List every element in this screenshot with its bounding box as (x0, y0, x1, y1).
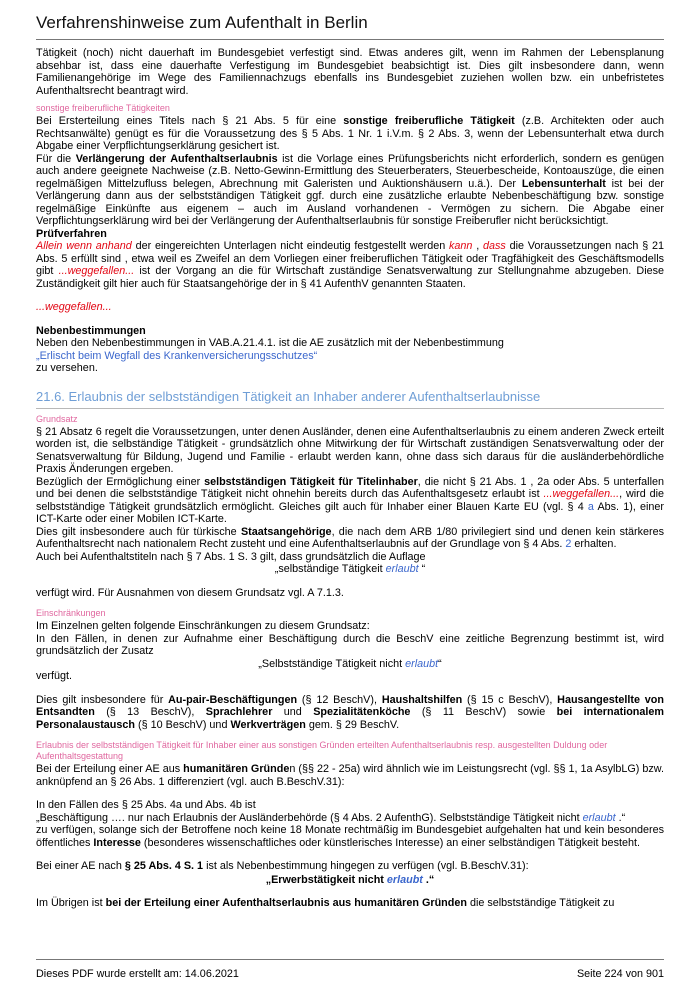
text-run: „Erwerbstätigkeit nicht (265, 873, 387, 886)
text-run: (§ 10 BeschV) und (135, 718, 231, 731)
quote-line (36, 812, 664, 825)
page-footer (36, 959, 664, 981)
text-run: Hausangestellte von Entsandten (36, 693, 664, 718)
text-run: die Voraussetzungen nach § 21 Abs. 5 erfüllt sind , etwa weil es Zweifel an dem Vorliegen einer freiberuflichen Tätigkeit oder Tragfähigkeit des Geschäftsmodells gibt (36, 240, 665, 277)
text-run: Staatsangehörige (240, 525, 332, 538)
footer-created-date: Dieses PDF wurde erstellt am: 14.06.2021 (36, 967, 239, 980)
text-run: Dies gilt insbesondere für (36, 693, 169, 706)
text-run: ...weggefallen... (58, 265, 135, 277)
text-run: bei internationalem Personalaustausch (36, 706, 665, 731)
paragraph (36, 476, 664, 526)
text-run: bei der Erteilung einer Aufenthaltserlaubnis aus humanitären Gründen (105, 897, 467, 909)
text-run: Werkverträgen (230, 718, 306, 731)
text-run: , (472, 240, 484, 252)
paragraph (36, 694, 664, 732)
text-run: Interesse (93, 836, 141, 849)
paragraph: verfügt wird. Für Ausnahmen von diesem Grundsatz vgl. A 7.1.3. (36, 586, 344, 599)
section-divider (36, 408, 664, 409)
paragraph: Auch bei Aufenthaltstiteln nach § 7 Abs. 1 S. 3 gilt, dass grundsätzlich die Auflage (36, 550, 426, 563)
paragraph (36, 153, 664, 228)
paragraph (36, 240, 664, 290)
subheading-erlaubnis-sonstige-gruende: Erlaubnis der selbstständigen Tätigkeit für Inhaber einer aus sonstigen Gründen erteilten Aufenthaltserlaubnis resp. ausgestellten Duldung oder Aufenthaltsgestattung (36, 740, 608, 761)
quote-line-centered (36, 563, 664, 576)
quote-line-centered (36, 874, 664, 887)
title-divider (36, 39, 664, 40)
text-run: Allein wenn anhand (36, 240, 132, 252)
text-run: Spezialitätenköche (313, 706, 411, 718)
paragraph: § 21 Absatz 6 regelt die Voraussetzungen, unter denen Ausländer, denen eine Aufenthaltserlaubnis zu einem anderen Zweck erteilt worden ist, die selbständige Tätigkeit - grundsätzlich ohne Mitwirkung der für Wirtschaft zuständigen Senatsverwaltung oder der Senatsverwaltung für Bildung, Jugend und Familie - erlaubt werden kann, ohne dass sich daraus für die ausländerbehördliche Praxis Änderungen ergeben. (36, 425, 664, 475)
paragraph: In den Fällen des § 25 Abs. 4a und Abs. 4b ist (36, 799, 256, 811)
text-run: Lebensunterhalt (521, 177, 606, 190)
text-run: Dies gilt insbesondere auch für türkische (36, 525, 241, 538)
page-title: Verfahrenshinweise zum Aufenthalt in Berlin (36, 13, 368, 32)
footer-page-number: Seite 224 von 901 (576, 967, 664, 980)
text-run: gem. § 29 BeschV. (305, 718, 400, 731)
paragraph: Neben den Nebenbestimmungen in VAB.A.21.4.1. ist die AE zusätzlich mit der Nebenbestimmung (36, 337, 504, 349)
paragraph: Im Einzelnen gelten folgende Einschränkungen zu diesem Grundsatz: (36, 620, 370, 632)
text-run: n (§§ 22 - 25a) wird ähnlich wie im Leistungsrecht (vgl. §§ 1, 1a AsylbLG) bzw. anknüpfend an § 26 Abs. 1 differenziert (vgl. auch B.BeschV.31): (36, 763, 664, 788)
paragraph-intro: Tätigkeit (noch) nicht dauerhaft im Bundesgebiet verfestigt sind. Etwas anderes gilt, wenn im Rahmen der Lebensplanung absehbar ist, dass eine dauerhafte Verfestigung im Bundesgebiet beabsichtigt ist. Dies gilt insbesondere dann, wenn Familienangehörige im Wege des Familiennachzugs ebenfalls ins Bundesgebiet zuziehen wollen bzw. ein unbefristetes Aufenthaltsrecht beantragt wird. (36, 47, 664, 97)
text-run: zu verfügen, solange sich der Betroffene noch keine 18 Monate rechtmäßig im Bundesgebiet aufgehalten hat und kein besonderes öffentliches (36, 824, 664, 849)
text-run: (§ 15 c BeschV), (462, 693, 558, 706)
text-run: ist als Nebenbestimmung hingegen zu verfügen (vgl. B.BeschV.31): (203, 860, 529, 872)
text-run: (§ 13 BeschV), (94, 706, 206, 718)
paragraph (36, 115, 664, 153)
subheading-grundsatz: Grundsatz (36, 413, 78, 424)
text-run: ist bei der Verlängerung dann aus der selbstständigen Tätigkeit ggf. durch eine zusätzliche erlaubte Nebenbeschäftigung bzw. sonstige regelmäßige Einkünfte aus eigenem – auch im Ausland vorhandenen - Vermögen zu sichern. Die Abgabe einer Verpflichtungserklärung wird bei der Verlängerung der Aufenthaltserlaubnis für sonstige Freiberufler nicht berücksichtigt. (36, 177, 665, 227)
text-run: Haushaltshilfen (381, 693, 463, 706)
text-run: Bezüglich der Ermöglichung einer (36, 475, 205, 488)
text-run: Bei der Erteilung einer AE aus (36, 763, 184, 775)
text-run: sonstige freiberufliche Tätigkeit (343, 115, 515, 127)
text-run: ist der Vorgang an die für Wirtschaft zuständige Senatsverwaltung zur Stellungnahme abzugeben. Diese Zuständigkeit gilt hier auch für Staatsangehörige der in § 41 AufenthV genannten Staaten. (36, 265, 664, 290)
inline-heading-pruefverfahren: Prüfverfahren (36, 227, 107, 240)
text-run: ist die Vorlage eines Prüfungsberichts nicht erforderlich, sondern es genügen auch andere geeignete Nachweise (z.B. Netto-Gewinn-Ermittlung des Steuerberaters, Steuerbescheide, Kontoauszüge, die einen regelmäßigen Mittelzufluss belegen, Abrechnung mit Galeristen und Auktionshäusern u.ä.). Der (36, 152, 664, 190)
subheading-freiberufliche-taetigkeiten: sonstige freiberufliche Tätigkeiten (36, 103, 170, 113)
quote-line-centered (36, 658, 664, 671)
text-run: Bei Ersterteilung eines Titels nach § 21 Abs. 5 für eine (36, 115, 344, 127)
paragraph (36, 897, 664, 910)
text-run: Verlängerung der Aufenthaltserlaubnis (75, 152, 278, 165)
section-heading-21-6: 21.6. Erlaubnis der selbstständigen Tätigkeit an Inhaber anderer Aufenthaltserlaubnisse (36, 388, 541, 404)
text-run: der eingereichten Unterlagen nicht eindeutig festgestellt werden (131, 240, 450, 252)
paragraph: zu versehen. (36, 362, 98, 374)
text-run: die selbstständige Tätigkeit zu (466, 897, 615, 909)
subheading-einschraenkungen: Einschränkungen (36, 608, 106, 618)
text-run: .“ (615, 811, 626, 824)
paragraph (36, 860, 664, 873)
text-run: Au-pair-Beschäftigungen (168, 693, 298, 706)
text-run: , die nach dem ARB 1/80 privilegiert sind und denen kein stärkeres Aufenthaltsrecht nach nationalem Recht zusteht und eine Aufenthaltserlaubnis auf der Grundlage von § 4 Abs. (36, 525, 664, 550)
text-run: kann (449, 240, 473, 252)
text-run: erlaubt (385, 563, 419, 575)
text-run: Für die (36, 152, 76, 165)
text-run: dass (483, 240, 506, 252)
text-run: “ (438, 657, 442, 670)
paragraph: In den Fällen, in denen zur Aufnahme einer Beschäftigung durch die BeschV eine zeitliche Begrenzung bestimmt ist, wird grundsätzlich der Zusatz (36, 632, 664, 657)
text-run: „Selbstständige Tätigkeit nicht (258, 657, 406, 670)
text-run: selbstständigen Tätigkeit für Titelinhaber (204, 475, 418, 488)
paragraph: verfügt. (36, 670, 73, 682)
text-run: “ (418, 563, 426, 575)
text-run: erlaubt (405, 657, 439, 670)
text-run: erlaubt (582, 811, 616, 824)
text-run: (besonderes wissenschaftliches oder künstlerisches Interesse) an einer selbständigen Tätigkeit besteht. (140, 836, 640, 849)
text-run: „Beschäftigung …. nur nach Erlaubnis der Ausländerbehörde (§ 4 Abs. 2 AufenthG). Selbstständige Tätigkeit nicht (36, 811, 583, 824)
text-run: (z.B. Architekten oder auch Rechtsanwälte) genügt es für die Voraussetzung des § 5 Abs. 1 Nr. 1 i.V.m. § 2 Abs. 3, wenn der Lebensunterhalt etwa durch Abgabe einer Verpflichtungserklärung gesichert ist. (36, 115, 664, 152)
text-run: Bei einer AE nach (36, 860, 125, 872)
text-run: a (587, 500, 594, 513)
text-run: (§ 11 BeschV) sowie (410, 706, 557, 718)
text-run: Im Übrigen ist (36, 897, 106, 909)
text-run: ...weggefallen... (543, 488, 620, 500)
text-run: und (272, 706, 314, 718)
quote-line: „Erlischt beim Wegfall des Krankenversicherungsschutzes“ (36, 349, 318, 362)
text-run: erhalten. (571, 538, 617, 550)
paragraph (36, 763, 664, 788)
text-run: Sprachlehrer (205, 706, 273, 718)
change-marker: ...weggefallen... (36, 301, 112, 313)
inline-heading-nebenbestimmungen: Nebenbestimmungen (36, 324, 146, 337)
text-run: .“ (422, 873, 435, 886)
text-run: § 25 Abs. 4 S. 1 (124, 860, 204, 872)
paragraph (36, 824, 664, 849)
paragraph (36, 526, 664, 551)
text-run: humanitären Gründe (183, 763, 290, 775)
text-run: , wird die selbstständige Tätigkeit grundsätzlich ermöglicht. Gleiches gilt auch für Inhaber einer Blauen Karte EU (vgl. § 4 (36, 488, 664, 513)
text-run: (§ 12 BeschV), (297, 693, 382, 706)
text-run: 2 (565, 538, 572, 550)
text-run: , die nicht § 21 Abs. 1 , 2a oder Abs. 5 unterfallen und bei denen die selbstständige Tätigkeit nicht ohnehin bereits durch das Aufenthaltsgesetz erlaubt ist (36, 475, 664, 500)
footer-divider (36, 959, 664, 960)
text-run: „selbständige Tätigkeit (274, 563, 386, 575)
text-run: erlaubt (386, 873, 423, 886)
text-run: Abs. 1), einer ICT-Karte oder einer Mobilen ICT-Karte. (36, 500, 664, 525)
